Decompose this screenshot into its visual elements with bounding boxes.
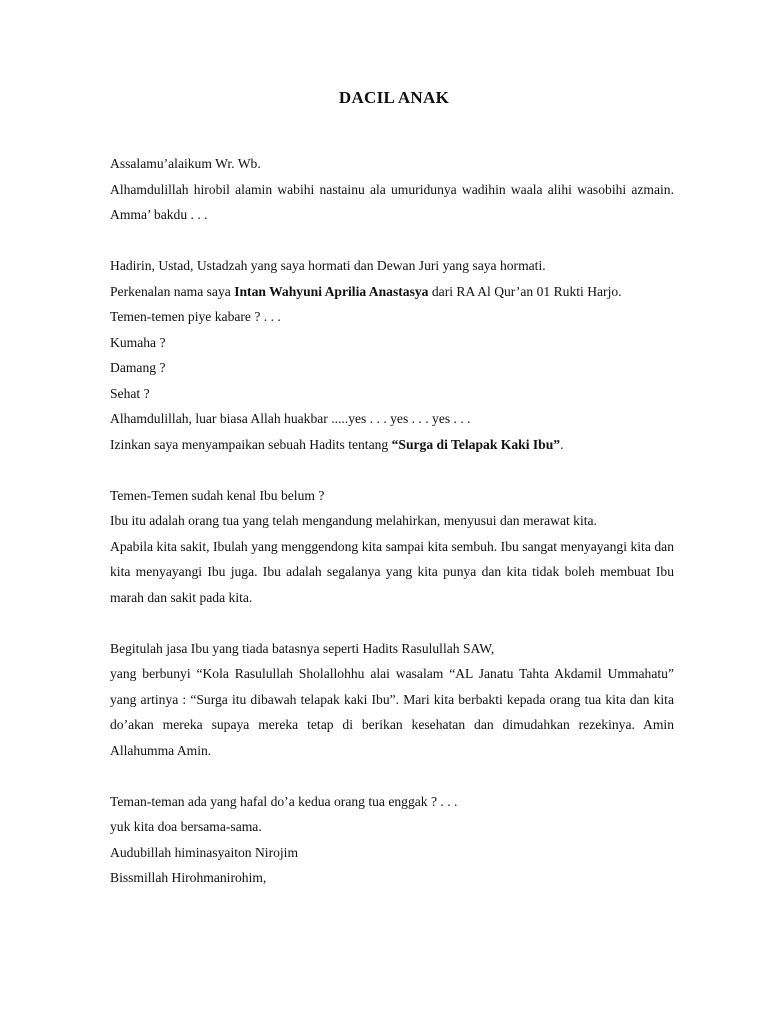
paragraph-gap bbox=[110, 228, 674, 254]
closing-line: yuk kita doa bersama-sama. bbox=[110, 819, 262, 834]
document-title: DACIL ANAK bbox=[338, 88, 450, 107]
greeting-question: Damang ? bbox=[110, 360, 166, 375]
respect-line: Hadirin, Ustad, Ustadzah yang saya hormati dan Dewan Juri yang saya hormati. bbox=[110, 258, 546, 273]
mother-paragraph: Apabila kita sakit, Ibulah yang menggendong kita sampai kita sembuh. Ibu sangat menyayangi kita dan kita menyayangi Ibu juga. Ibu adalah segalanya yang kita punya dan kita tidak boleh membuat Ibu marah dan sakit pada kita. bbox=[110, 538, 674, 605]
intro-text-after: dari RA Al Qur’an 01 Rukti Harjo. bbox=[428, 283, 622, 299]
greeting-question: Sehat ? bbox=[110, 385, 150, 401]
mother-definition: Ibu itu adalah orang tua yang telah mengandung melahirkan, menyusui dan merawat kita. bbox=[110, 513, 597, 528]
topic-text-before: Izinkan saya menyampaikan sebuah Hadits tentang bbox=[110, 436, 392, 452]
opening-paragraph: Alhamdulillah hirobil alamin wabihi nastainu ala umuridunya wadihin waala alihi wasobihi azmain. Amma’ bakdu . . . bbox=[110, 181, 674, 222]
greeting-question: Temen-temen piye kabare ? . . . bbox=[110, 309, 281, 324]
paragraph-gap bbox=[110, 763, 674, 789]
topic-text-after: . bbox=[560, 436, 564, 452]
hadith-paragraph: yang berbunyi “Kola Rasulullah Sholallohhu alai wasalam “AL Janatu Tahta Akdamil Ummahatu” yang artinya : “Surga itu dibawah telapak kaki Ibu”. Mari kita berbakti kepada orang tua kita dan kita do’akan mereka supaya mereka tetap di berikan kesehatan dan dimudahkan rezekinya. Amin Allahumma Amin. bbox=[110, 666, 674, 758]
greeting-line: Assalamu’alaikum Wr. Wb. bbox=[110, 156, 261, 171]
speaker-name: Intan Wahyuni Aprilia Anastasya bbox=[234, 283, 429, 299]
document-body bbox=[110, 151, 674, 891]
topic-title: “Surga di Telapak Kaki Ibu” bbox=[391, 436, 561, 452]
introduction-paragraph bbox=[110, 279, 674, 305]
closing-line: Audubillah himinasyaiton Nirojim bbox=[110, 844, 299, 860]
cheer-line: Alhamdulillah, luar biasa Allah huakbar .....yes . . . yes . . . yes . . . bbox=[110, 411, 471, 426]
paragraph-gap bbox=[110, 610, 674, 636]
paragraph-gap bbox=[110, 457, 674, 483]
closing-line: Bissmillah Hirohmanirohim, bbox=[110, 870, 267, 885]
hadith-intro-line: Begitulah jasa Ibu yang tiada batasnya seperti Hadits Rasulullah SAW, bbox=[110, 640, 495, 656]
intro-text-before: Perkenalan nama saya bbox=[110, 283, 235, 299]
topic-line bbox=[110, 432, 674, 458]
greeting-question: Kumaha ? bbox=[110, 334, 166, 350]
mother-question: Temen-Temen sudah kenal Ibu belum ? bbox=[110, 487, 325, 503]
closing-question: Teman-teman ada yang hafal do’a kedua orang tua enggak ? . . . bbox=[110, 793, 458, 809]
